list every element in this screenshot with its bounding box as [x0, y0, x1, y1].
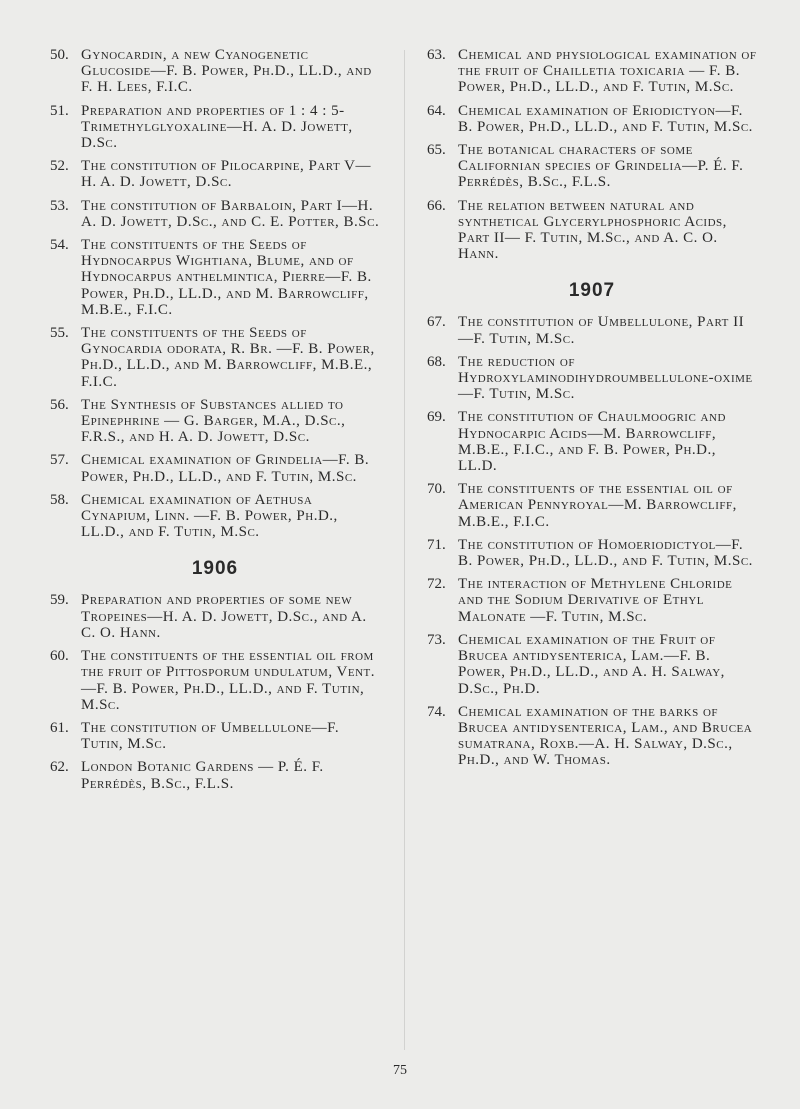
entry-title: The constituents of the essential oil from the fruit of Pittosporum undulatum, Vent. —F. B. Power, Ph.D., LL.D., and F. Tutin, M.Sc.: [81, 648, 376, 713]
entry-title: The constituents of the Seeds of Gynocardia odorata, R. Br. —F. B. Power, Ph.D., LL.D., and M. Barrowcliff, M.B.E., F.I.C.: [81, 325, 375, 390]
column-divider: [404, 50, 405, 1050]
publication-entry: [427, 198, 757, 263]
entry-number: 62.: [50, 759, 69, 776]
entry-title: The constitution of Barbaloin, Part I—H. A. D. Jowett, D.Sc., and C. E. Potter, B.Sc.: [81, 197, 380, 230]
entry-title: The constituents of the essential oil of American Pennyroyal—M. Barrowcliff, M.B.E., F.I.C.: [458, 481, 737, 530]
publication-entry: [427, 142, 757, 191]
entry-title: Chemical examination of Eriodictyon—F. B. Power, Ph.D., LL.D., and F. Tutin, M.Sc.: [458, 102, 753, 135]
entry-number: 66.: [427, 197, 446, 214]
entry-number: 64.: [427, 102, 446, 119]
entry-number: 51.: [50, 102, 69, 119]
entry-title: Chemical examination of the Fruit of Brucea antidysenterica, Lam.—F. B. Power, Ph.D., LL.D., and A. H. Salway, D.Sc., Ph.D.: [458, 631, 725, 697]
entry-number: 63.: [427, 47, 446, 63]
entry-title: The constitution of Pilocarpine, Part V—H. A. D. Jowett, D.Sc.: [81, 158, 372, 191]
entry-title: The constituents of the Seeds of Hydnocarpus Wightiana, Blume, and of Hydnocarpus anthelmintica, Pierre—F. B. Power, Ph.D., LL.D., and M. Barrowcliff, M.B.E., F.I.C.: [81, 237, 372, 318]
entry-list-left-after: [50, 592, 380, 791]
publication-entry: [427, 103, 757, 135]
entry-title: Chemical examination of Grindelia—F. B. Power, Ph.D., LL.D., and F. Tutin, M.Sc.: [81, 452, 370, 485]
publication-entry: [50, 325, 380, 390]
entry-title: Chemical and physiological examination of the fruit of Chailletia toxicaria — F. B. Power, Ph.D., LL.D., and F. Tutin, M.Sc.: [458, 47, 757, 96]
entry-number: 68.: [427, 353, 446, 370]
left-column: [50, 47, 380, 799]
publication-entry: [50, 158, 380, 190]
entry-number: 57.: [50, 452, 69, 469]
publication-entry: [50, 198, 380, 230]
year-heading-1907: 1907: [568, 280, 616, 302]
publication-entry: [427, 354, 757, 403]
entry-title: The constitution of Umbellulone—F. Tutin, M.Sc.: [81, 719, 340, 753]
entry-title: London Botanic Gardens — P. É. F. Perrédès, B.Sc., F.L.S.: [81, 759, 324, 792]
entry-title: The reduction of Hydroxylaminodihydroumbellulone-oxime—F. Tutin, M.Sc.: [458, 353, 753, 403]
publication-entry: [50, 648, 380, 713]
publication-entry: [50, 452, 380, 484]
page-number: 75: [393, 1063, 407, 1078]
publication-entry: [50, 103, 380, 152]
entry-title: The constitution of Homoeriodictyol—F. B. Power, Ph.D., LL.D., and F. Tutin, M.Sc.: [458, 536, 753, 570]
entry-number: 74.: [427, 703, 446, 720]
publication-entry: [50, 237, 380, 318]
entry-number: 71.: [427, 536, 446, 553]
entry-title: The constitution of Umbellulone, Part II—F. Tutin, M.Sc.: [458, 314, 745, 347]
publication-entry: [427, 632, 757, 697]
publication-entry: [427, 704, 757, 769]
entry-title: The interaction of Methylene Chloride and the Sodium Derivative of Ethyl Malonate —F. Tutin, M.Sc.: [458, 576, 733, 625]
entry-number: 53.: [50, 197, 69, 214]
entry-number: 56.: [50, 396, 69, 413]
publication-entry: [50, 720, 380, 752]
entry-title: Chemical examination of Aethusa Cynapium, Linn. —F. B. Power, Ph.D., LL.D., and F. Tutin, M.Sc.: [81, 491, 338, 541]
publication-entry: [427, 409, 757, 474]
entry-number: 61.: [50, 719, 69, 736]
entry-number: 69.: [427, 409, 446, 426]
right-column: [427, 47, 757, 776]
entry-title: The Synthesis of Substances allied to Epinephrine — G. Barger, M.A., D.Sc., F.R.S., and H. A. D. Jowett, D.Sc.: [81, 396, 346, 446]
entry-number: 73.: [427, 631, 446, 648]
publication-entry: [50, 592, 380, 641]
entry-number: 52.: [50, 158, 69, 175]
entry-list-right-after: [427, 314, 757, 768]
entry-number: 50.: [50, 47, 69, 63]
entry-number: 58.: [50, 491, 69, 508]
publication-entry: [427, 576, 757, 625]
entry-list-right: [427, 47, 757, 262]
entry-number: 67.: [427, 314, 446, 331]
publication-entry: [427, 314, 757, 346]
publication-entry: [50, 759, 380, 791]
publication-entry: [50, 47, 380, 96]
entry-number: 55.: [50, 325, 69, 342]
entry-number: 60.: [50, 648, 69, 665]
entry-number: 72.: [427, 576, 446, 593]
year-heading-1906: 1906: [191, 558, 239, 580]
entry-title: Preparation and properties of 1 : 4 : 5-Trimethylglyoxaline—H. A. D. Jowett, D.Sc.: [81, 102, 353, 152]
entry-title: Preparation and properties of some new Tropeines—H. A. D. Jowett, D.Sc., and A. C. O. Hann.: [81, 592, 367, 641]
entry-list-left: [50, 47, 380, 540]
entry-number: 65.: [427, 142, 446, 159]
publication-entry: [427, 47, 757, 96]
entry-title: The constitution of Chaulmoogric and Hydnocarpic Acids—M. Barrowcliff, M.B.E., F.I.C., and F. B. Power, Ph.D., LL.D.: [458, 409, 726, 475]
publication-entry: [427, 481, 757, 530]
publication-entry: [50, 397, 380, 446]
entry-number: 70.: [427, 481, 446, 498]
publication-entry: [50, 492, 380, 541]
entry-number: 59.: [50, 592, 69, 609]
entry-number: 54.: [50, 237, 69, 254]
entry-title: The botanical characters of some Californian species of Grindelia—P. É. F. Perrédès, B.Sc., F.L.S.: [458, 142, 744, 191]
entry-title: The relation between natural and synthetical Glycerylphosphoric Acids, Part II— F. Tutin, M.Sc., and A. C. O. Hann.: [458, 197, 727, 263]
entry-title: Chemical examination of the barks of Brucea antidysenterica, Lam., and Brucea sumatrana, Roxb.—A. H. Salway, D.Sc., Ph.D., and W. Thomas.: [458, 703, 753, 769]
entry-title: Gynocardin, a new Cyanogenetic Glucoside—F. B. Power, Ph.D., LL.D., and F. H. Lees, F.I.C.: [81, 47, 372, 96]
publication-entry: [427, 537, 757, 569]
